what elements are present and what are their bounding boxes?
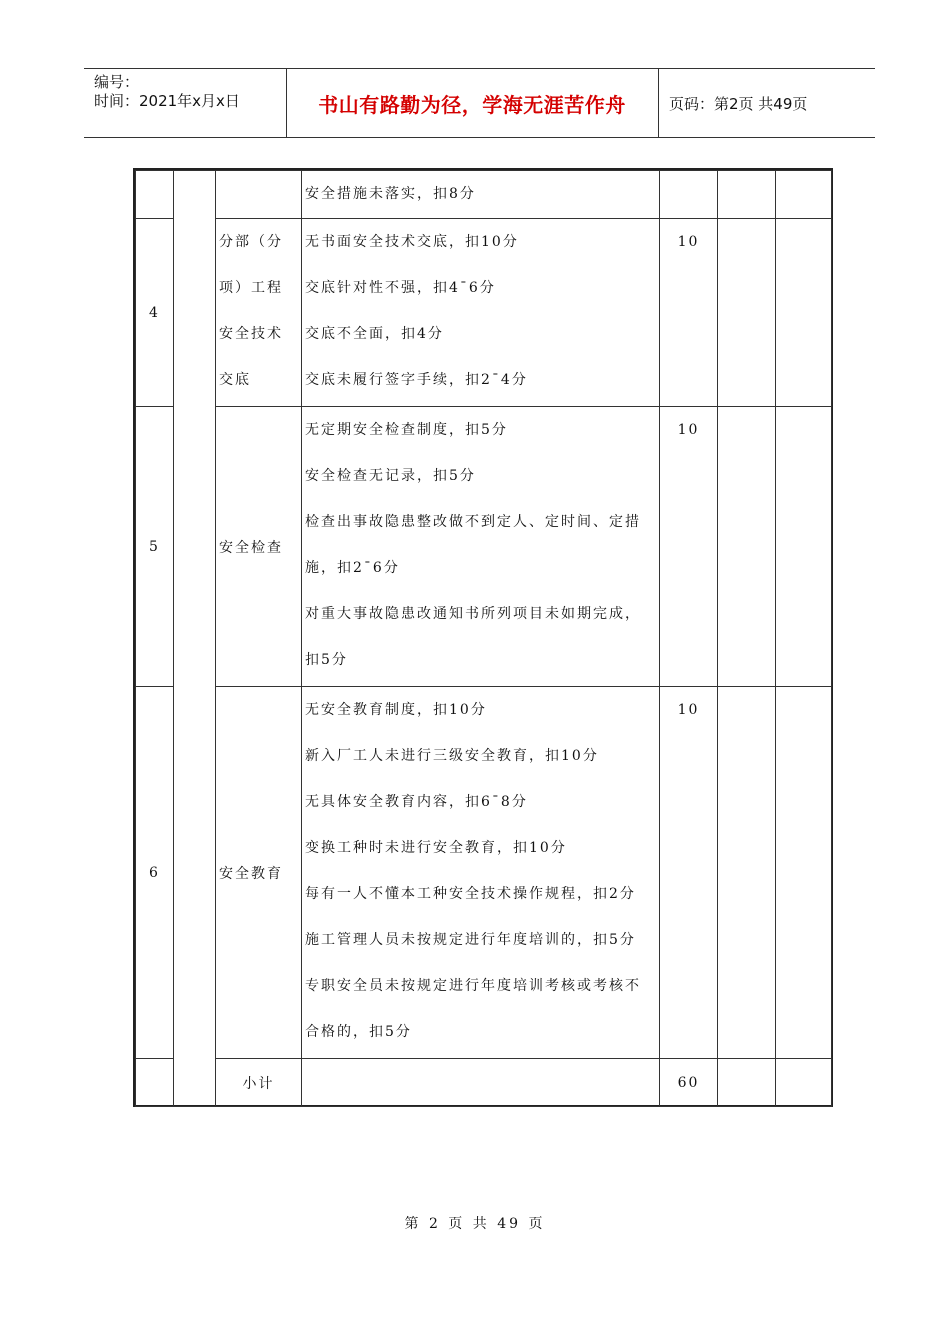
header-motto: 书山有路勤为径，学海无涯苦作舟	[286, 69, 659, 137]
blank-cell	[776, 219, 832, 407]
deduction-line: 施工管理人员未按规定进行年度培训的，扣5分	[305, 932, 636, 948]
deduction-line: 扣5分	[305, 652, 348, 668]
item-name: 安全检查	[219, 539, 283, 556]
page-header	[84, 68, 875, 138]
deduction-line: 交底不全面，扣4分	[305, 326, 444, 342]
evaluation-table	[133, 168, 833, 1107]
row-number: 4	[136, 219, 174, 407]
subtotal-score: 60	[660, 1059, 718, 1107]
deduction-line: 合格的，扣5分	[305, 1024, 412, 1040]
item-name-line: 交底	[219, 372, 251, 388]
deduction-line: 变换工种时未进行安全教育，扣10分	[305, 840, 567, 856]
blank-cell	[776, 1059, 832, 1107]
row-number-cell	[136, 171, 174, 219]
score-value: 10	[677, 702, 700, 718]
score-cell	[660, 407, 718, 687]
score-cell	[660, 219, 718, 407]
row-number: 6	[136, 687, 174, 1059]
blank-cell	[718, 219, 776, 407]
item-name-cell	[216, 219, 302, 407]
document-date: 时间：2021年x月x日	[94, 92, 240, 110]
score-value: 10	[677, 422, 700, 438]
deduction-line: 对重大事故隐患改通知书所列项目未如期完成，	[305, 606, 641, 622]
page-footer: 第 2 页 共 49 页	[404, 1216, 546, 1232]
item-name-cell	[216, 687, 302, 1059]
deduction-line: 无安全教育制度，扣10分	[305, 702, 487, 718]
item-name: 安全教育	[219, 865, 283, 882]
score-value: 10	[677, 234, 700, 250]
blank-cell	[776, 407, 832, 687]
item-name-line: 项）工程	[219, 280, 283, 296]
table-row-continued	[136, 171, 832, 219]
blank-cell	[718, 171, 776, 219]
score-cell	[660, 171, 718, 219]
deduction-line: 施，扣2¯6分	[305, 560, 400, 576]
score-cell	[660, 687, 718, 1059]
blank-cell	[776, 687, 832, 1059]
row-number: 5	[136, 407, 174, 687]
content-cell	[302, 1059, 660, 1107]
deduction-line: 每有一人不懂本工种安全技术操作规程，扣2分	[305, 886, 636, 902]
item-name-line: 安全技术	[219, 326, 283, 342]
blank-cell	[718, 407, 776, 687]
category-cell	[174, 171, 216, 1107]
deduction-line: 交底针对性不强，扣4¯6分	[305, 280, 496, 296]
header-meta	[84, 69, 287, 137]
deduction-line: 专职安全员未按规定进行年度培训考核或考核不	[305, 978, 641, 994]
blank-cell	[718, 1059, 776, 1107]
deduction-line: 安全检查无记录，扣5分	[305, 468, 476, 484]
deduction-line: 新入厂工人未进行三级安全教育，扣10分	[305, 748, 599, 764]
subtotal-label: 小计	[216, 1059, 302, 1107]
item-name-cell	[216, 407, 302, 687]
item-cell	[216, 171, 302, 219]
blank-cell	[718, 687, 776, 1059]
header-page-info: 页码：第2页 共49页	[669, 94, 808, 113]
deduction-line: 安全措施未落实，扣8分	[305, 186, 476, 202]
table-row-4	[136, 219, 832, 407]
table-row-6	[136, 687, 832, 1059]
row-number-cell	[136, 1059, 174, 1107]
table-row-5	[136, 407, 832, 687]
item-name-line: 分部（分	[219, 234, 283, 250]
content-cell	[302, 407, 660, 687]
deduction-line: 交底未履行签字手续，扣2¯4分	[305, 372, 528, 388]
content-cell	[302, 171, 660, 219]
blank-cell	[776, 171, 832, 219]
deduction-line: 无具体安全教育内容，扣6¯8分	[305, 794, 528, 810]
content-cell	[302, 687, 660, 1059]
deduction-line: 无书面安全技术交底，扣10分	[305, 234, 519, 250]
document-number-label: 编号：	[94, 73, 140, 91]
deduction-line: 无定期安全检查制度，扣5分	[305, 422, 508, 438]
content-cell	[302, 219, 660, 407]
subtotal-row	[136, 1059, 832, 1107]
deduction-line: 检查出事故隐患整改做不到定人、定时间、定措	[305, 514, 641, 530]
